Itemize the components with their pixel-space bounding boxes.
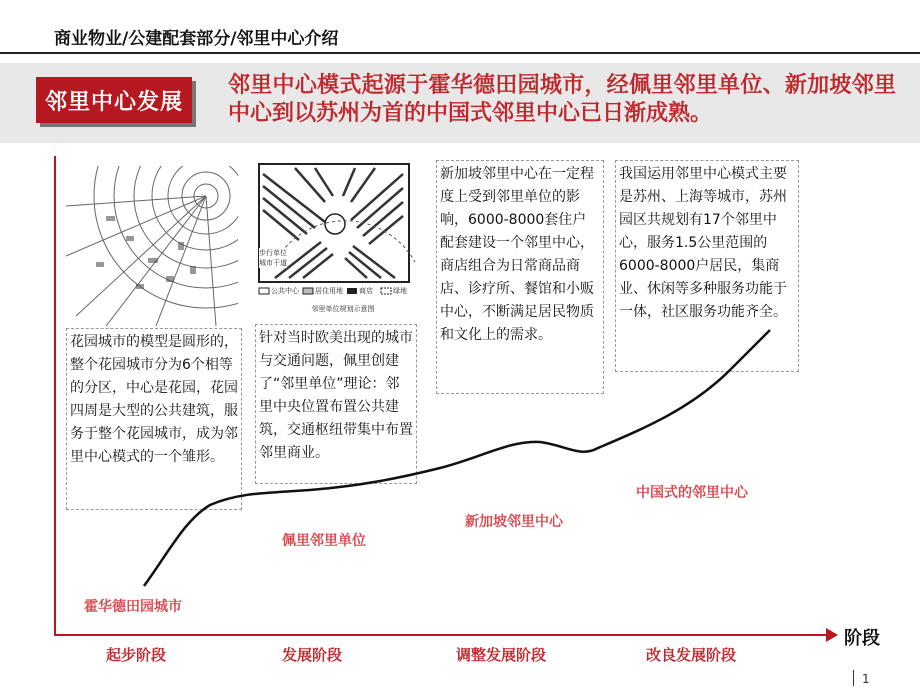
garden-city-map <box>66 166 238 326</box>
x-axis-label: 阶段 <box>844 628 880 649</box>
phase-label-garden-city: 霍华德田园城市 <box>84 599 182 615</box>
neighborhood-unit-map <box>255 162 431 320</box>
stage-label-start: 起步阶段 <box>106 646 167 664</box>
map2-caption: 邻里单位规划示意图 <box>311 305 375 313</box>
headline: 邻里中心模式起源于霍华德田园城市，经佩里邻里单位、新加坡邻里中心到以苏州为首的中国式邻里中心已日渐成熟。 <box>228 73 896 126</box>
perry-description: 针对当时欧美出现的城市与交通问题，佩里创建了“邻里单位”理论：邻里中央位置布置公共建筑，交通枢纽带集中布置邻里商业。 <box>255 324 417 484</box>
legend-label-green: 绿地 <box>393 287 407 295</box>
header-title: 商业物业/公建配套部分/邻里中心介绍 <box>54 29 339 49</box>
garden-city-description: 花园城市的模型是圆形的，整个花园城市分为6个相等的分区，中心是花园，花园四周是大型的公共建筑，服务于整个花园城市，成为邻里中心模式的一个雏形。 <box>66 328 242 510</box>
garden-city-map-drawing <box>66 166 238 326</box>
x-axis-arrow-icon <box>826 628 838 642</box>
phase-label-china: 中国式的邻里中心 <box>636 485 748 501</box>
section-tag: 邻里中心发展 <box>36 77 192 123</box>
page-number-divider <box>853 670 854 686</box>
page-number: 1 <box>862 672 870 686</box>
phase-label-singapore: 新加坡邻里中心 <box>465 514 563 530</box>
legend-label-public: 公共中心 <box>271 287 299 295</box>
x-axis-line <box>54 634 830 636</box>
y-axis-line <box>54 156 56 636</box>
stage-label-improve: 改良发展阶段 <box>646 646 737 664</box>
map2-callout <box>259 248 287 268</box>
map2-callout-line: 步行单位 <box>259 249 287 257</box>
singapore-description: 新加坡邻里中心在一定程度上受到邻里单位的影响，6000-8000套住户配套建设一个邻里中心，商店组合为日常商品商店、诊疗所、餐馆和小贩中心，不断满足居民物质和文化上的需求。 <box>436 160 604 394</box>
map2-callout-line: 城市干道 <box>259 259 287 267</box>
legend-label-residential: 居住用地 <box>315 287 343 295</box>
neighborhood-unit-drawing <box>255 162 431 320</box>
phase-label-perry: 佩里邻里单位 <box>282 533 366 549</box>
stage-label-adjust: 调整发展阶段 <box>456 646 547 664</box>
stage-label-develop: 发展阶段 <box>282 646 343 664</box>
china-description: 我国运用邻里中心模式主要是苏州、上海等城市，苏州园区共规划有17个邻里中心，服务1.5公里范围的6000-8000户居民，集商业、休闲等多种服务功能于一体，社区服务功能齐全。 <box>615 160 799 372</box>
legend-label-shop: 商店 <box>359 287 373 295</box>
header-divider <box>0 52 920 54</box>
